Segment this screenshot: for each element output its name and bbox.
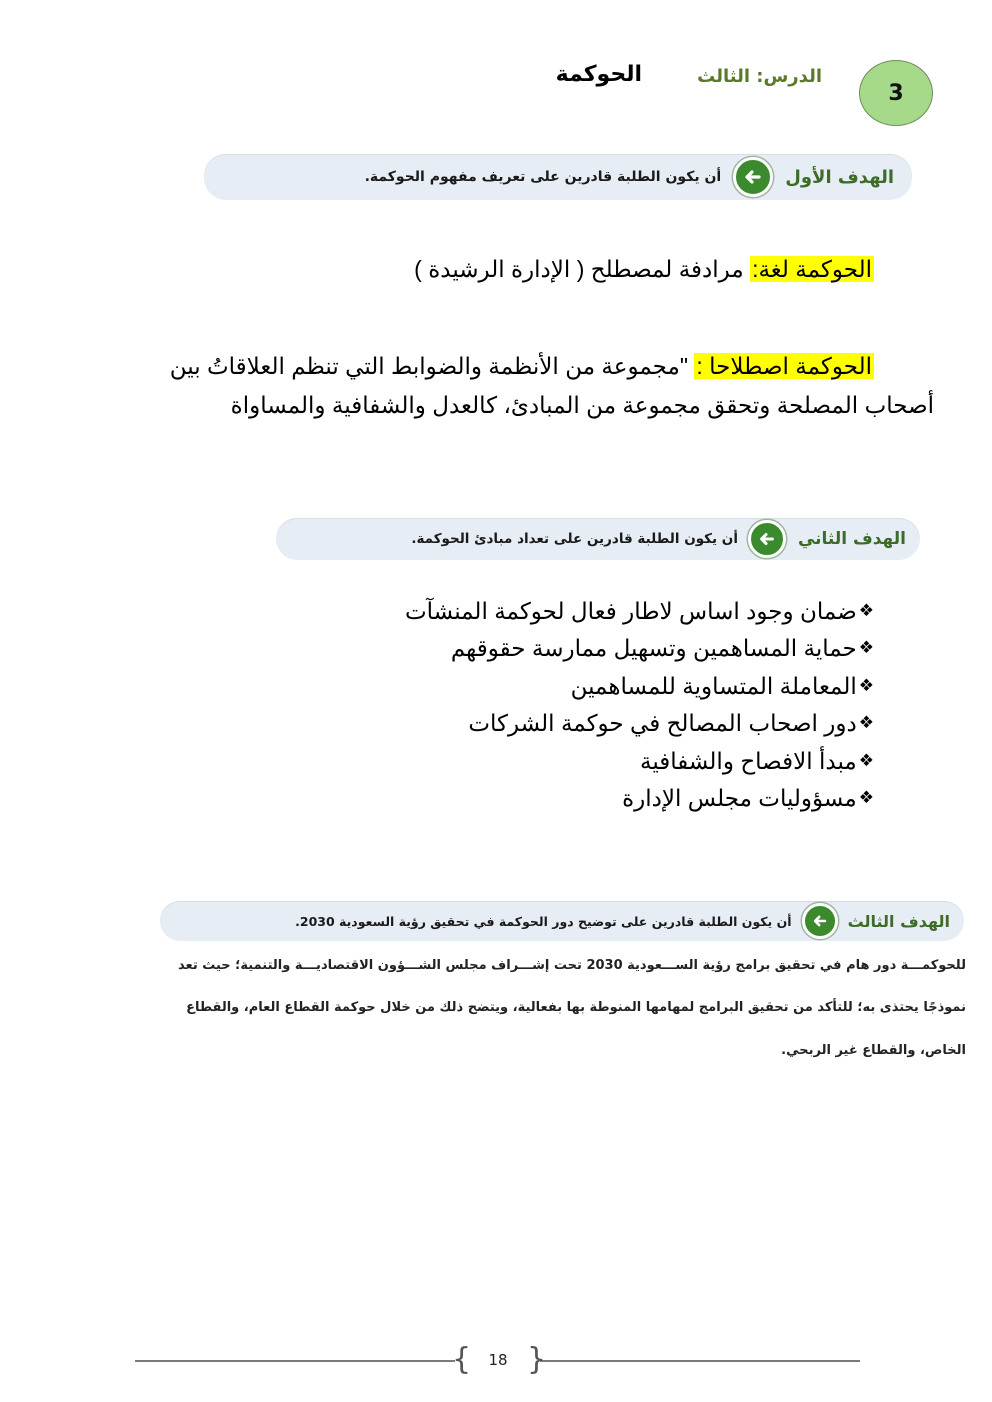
goal-3-paragraph-line2: نموذجًا يحتذى به؛ للتأكد من تحقيق البرامج لمهامها المنوطة بها بفعالية، ويتضح ذلك من خلال حوكمة القطاع العام، والقطاع (186, 1000, 966, 1015)
diamond-bullet-icon: ❖ (858, 638, 874, 658)
list-item: ❖ دور اصحاب المصالح في حوكمة الشركات (468, 710, 874, 737)
goal-1-banner (204, 154, 912, 200)
definition-term-line2: أصحاب المصلحة وتحقق مجموعة من المبادئ، كالعدل والشفافية والمساواة (230, 392, 934, 418)
lesson-number-badge (859, 60, 933, 126)
list-item: ❖ مسؤوليات مجلس الإدارة (622, 785, 874, 812)
goal-1-text: أن يكون الطلبة قادرين على تعريف مفهوم الحوكمة. (364, 169, 722, 185)
definition-term-line1 (170, 353, 874, 380)
arrow-left-icon (733, 157, 773, 197)
list-item: ❖ ضمان وجود اساس لاطار فعال لحوكمة المنشآت (405, 597, 874, 624)
principles-list (405, 592, 874, 817)
goal-3-paragraph-line1: للحوكمـــة دور هام في تحقيق برامج رؤية الســـعودية 2030 تحت إشـــراف مجلس الشـــؤون الاقتصاديـــة والتنمية؛ حيث تعد (177, 958, 966, 973)
arrow-left-icon (802, 903, 838, 939)
diamond-bullet-icon: ❖ (858, 788, 874, 808)
diamond-bullet-icon: ❖ (858, 713, 874, 733)
goal-3-banner (160, 901, 964, 941)
page-title: الحوكمة (555, 62, 642, 87)
lesson-number: 3 (888, 80, 904, 106)
goal-3-paragraph-line3: الخاص، والقطاع غير الربحي. (781, 1043, 966, 1058)
page-number: 18 (488, 1351, 508, 1369)
goal-3-label: الهدف الثالث (847, 911, 950, 931)
arrow-left-icon (748, 520, 786, 558)
definition-language (414, 256, 874, 283)
diamond-bullet-icon: ❖ (858, 600, 874, 620)
goal-3-text: أن يكون الطلبة قادرين على توضيح دور الحوكمة في تحقيق رؤية السعودية 2030. (295, 913, 792, 929)
definition-language-term: الحوكمة لغة: (752, 256, 872, 282)
footer-rule-left (135, 1360, 455, 1362)
goal-2-banner (276, 518, 920, 560)
definition-language-text: مرادفة لمصطلح ( الإدارة الرشيدة ) (414, 256, 751, 282)
goal-2-label: الهدف الثاني (797, 529, 906, 549)
list-item: ❖ مبدأ الافصاح والشفافية (640, 747, 874, 774)
goal-1-label: الهدف الأول (785, 166, 894, 188)
diamond-bullet-icon: ❖ (858, 675, 874, 695)
list-item: ❖ حماية المساهمين وتسهيل ممارسة حقوقهم (450, 635, 874, 662)
definition-term-term: الحوكمة اصطلاحا : (696, 353, 872, 379)
footer-bracket-right: } (527, 1342, 547, 1377)
footer-bracket-left: { (452, 1342, 472, 1377)
goal-2-text: أن يكون الطلبة قادرين على تعداد مبادئ الحوكمة. (411, 531, 738, 547)
definition-term-text: "مجموعة من الأنظمة والضوابط التي تنظم العلاقاتُ بين (169, 353, 695, 379)
diamond-bullet-icon: ❖ (858, 750, 874, 770)
footer-rule-right (540, 1360, 860, 1362)
lesson-label: الدرس: الثالث (697, 66, 822, 87)
list-item: ❖ المعاملة المتساوية للمساهمين (570, 672, 874, 699)
